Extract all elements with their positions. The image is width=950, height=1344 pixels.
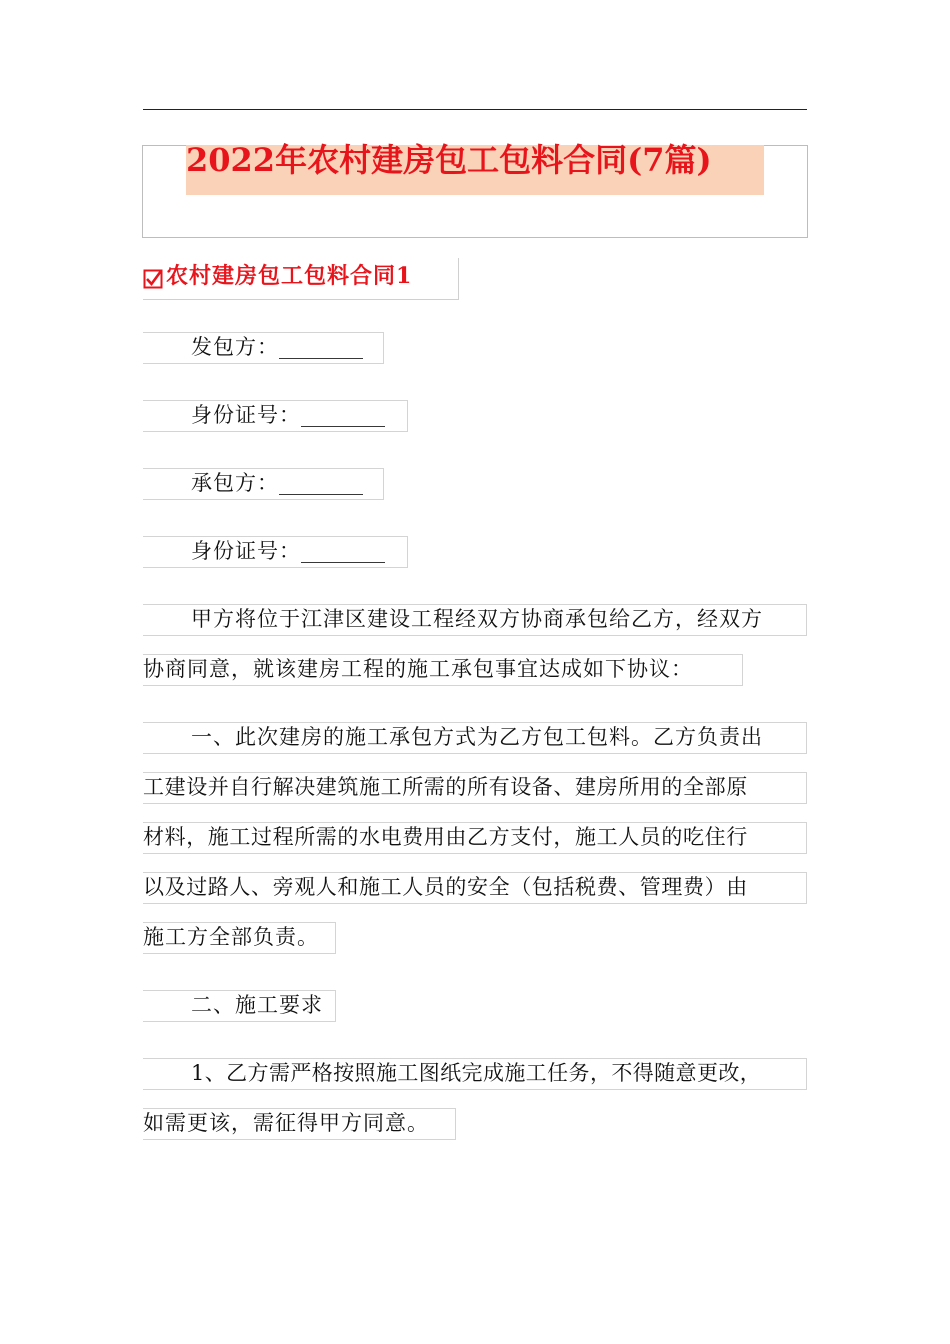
paragraph-line: 一、此次建房的施工承包方式为乙方包工包料。乙方负责出 [143, 722, 807, 754]
paragraph-line: 以及过路人、旁观人和施工人员的安全（包括税费、管理费）由 [143, 872, 807, 904]
party-line-contractor [143, 468, 384, 500]
paragraph-line: 工建设并自行解决建筑施工所需的所有设备、建房所用的全部原 [143, 772, 807, 804]
party-blank: ________ [301, 539, 385, 563]
party-blank: ________ [279, 335, 363, 359]
paragraph-line: 如需更该，需征得甲方同意。 [143, 1108, 456, 1140]
section-heading-text: 农村建房包工包料合同1 [166, 263, 413, 289]
paragraph-line: 1、乙方需严格按照施工图纸完成施工任务，不得随意更改， [143, 1058, 807, 1090]
party-label: 身份证号： [191, 539, 301, 563]
party-line-issuer [143, 332, 384, 364]
party-blank: ________ [279, 471, 363, 495]
checkbox-checked-icon [143, 269, 163, 289]
party-label: 身份证号： [191, 403, 301, 427]
paragraph-line: 材料，施工过程所需的水电费用由乙方支付，施工人员的吃住行 [143, 822, 807, 854]
paragraph-line: 甲方将位于江津区建设工程经双方协商承包给乙方，经双方 [143, 604, 807, 636]
document-title: 2022年农村建房包工包料合同(7篇) [186, 141, 712, 179]
party-label: 发包方： [191, 335, 279, 359]
party-line-issuer-id [143, 400, 408, 432]
clause-heading: 二、施工要求 [143, 990, 336, 1022]
paragraph-line: 施工方全部负责。 [143, 922, 336, 954]
paragraph-line: 协商同意，就该建房工程的施工承包事宜达成如下协议： [143, 654, 743, 686]
party-label: 承包方： [191, 471, 279, 495]
section-heading [143, 258, 459, 300]
top-rule [143, 109, 807, 110]
party-blank: ________ [301, 403, 385, 427]
party-line-contractor-id [143, 536, 408, 568]
